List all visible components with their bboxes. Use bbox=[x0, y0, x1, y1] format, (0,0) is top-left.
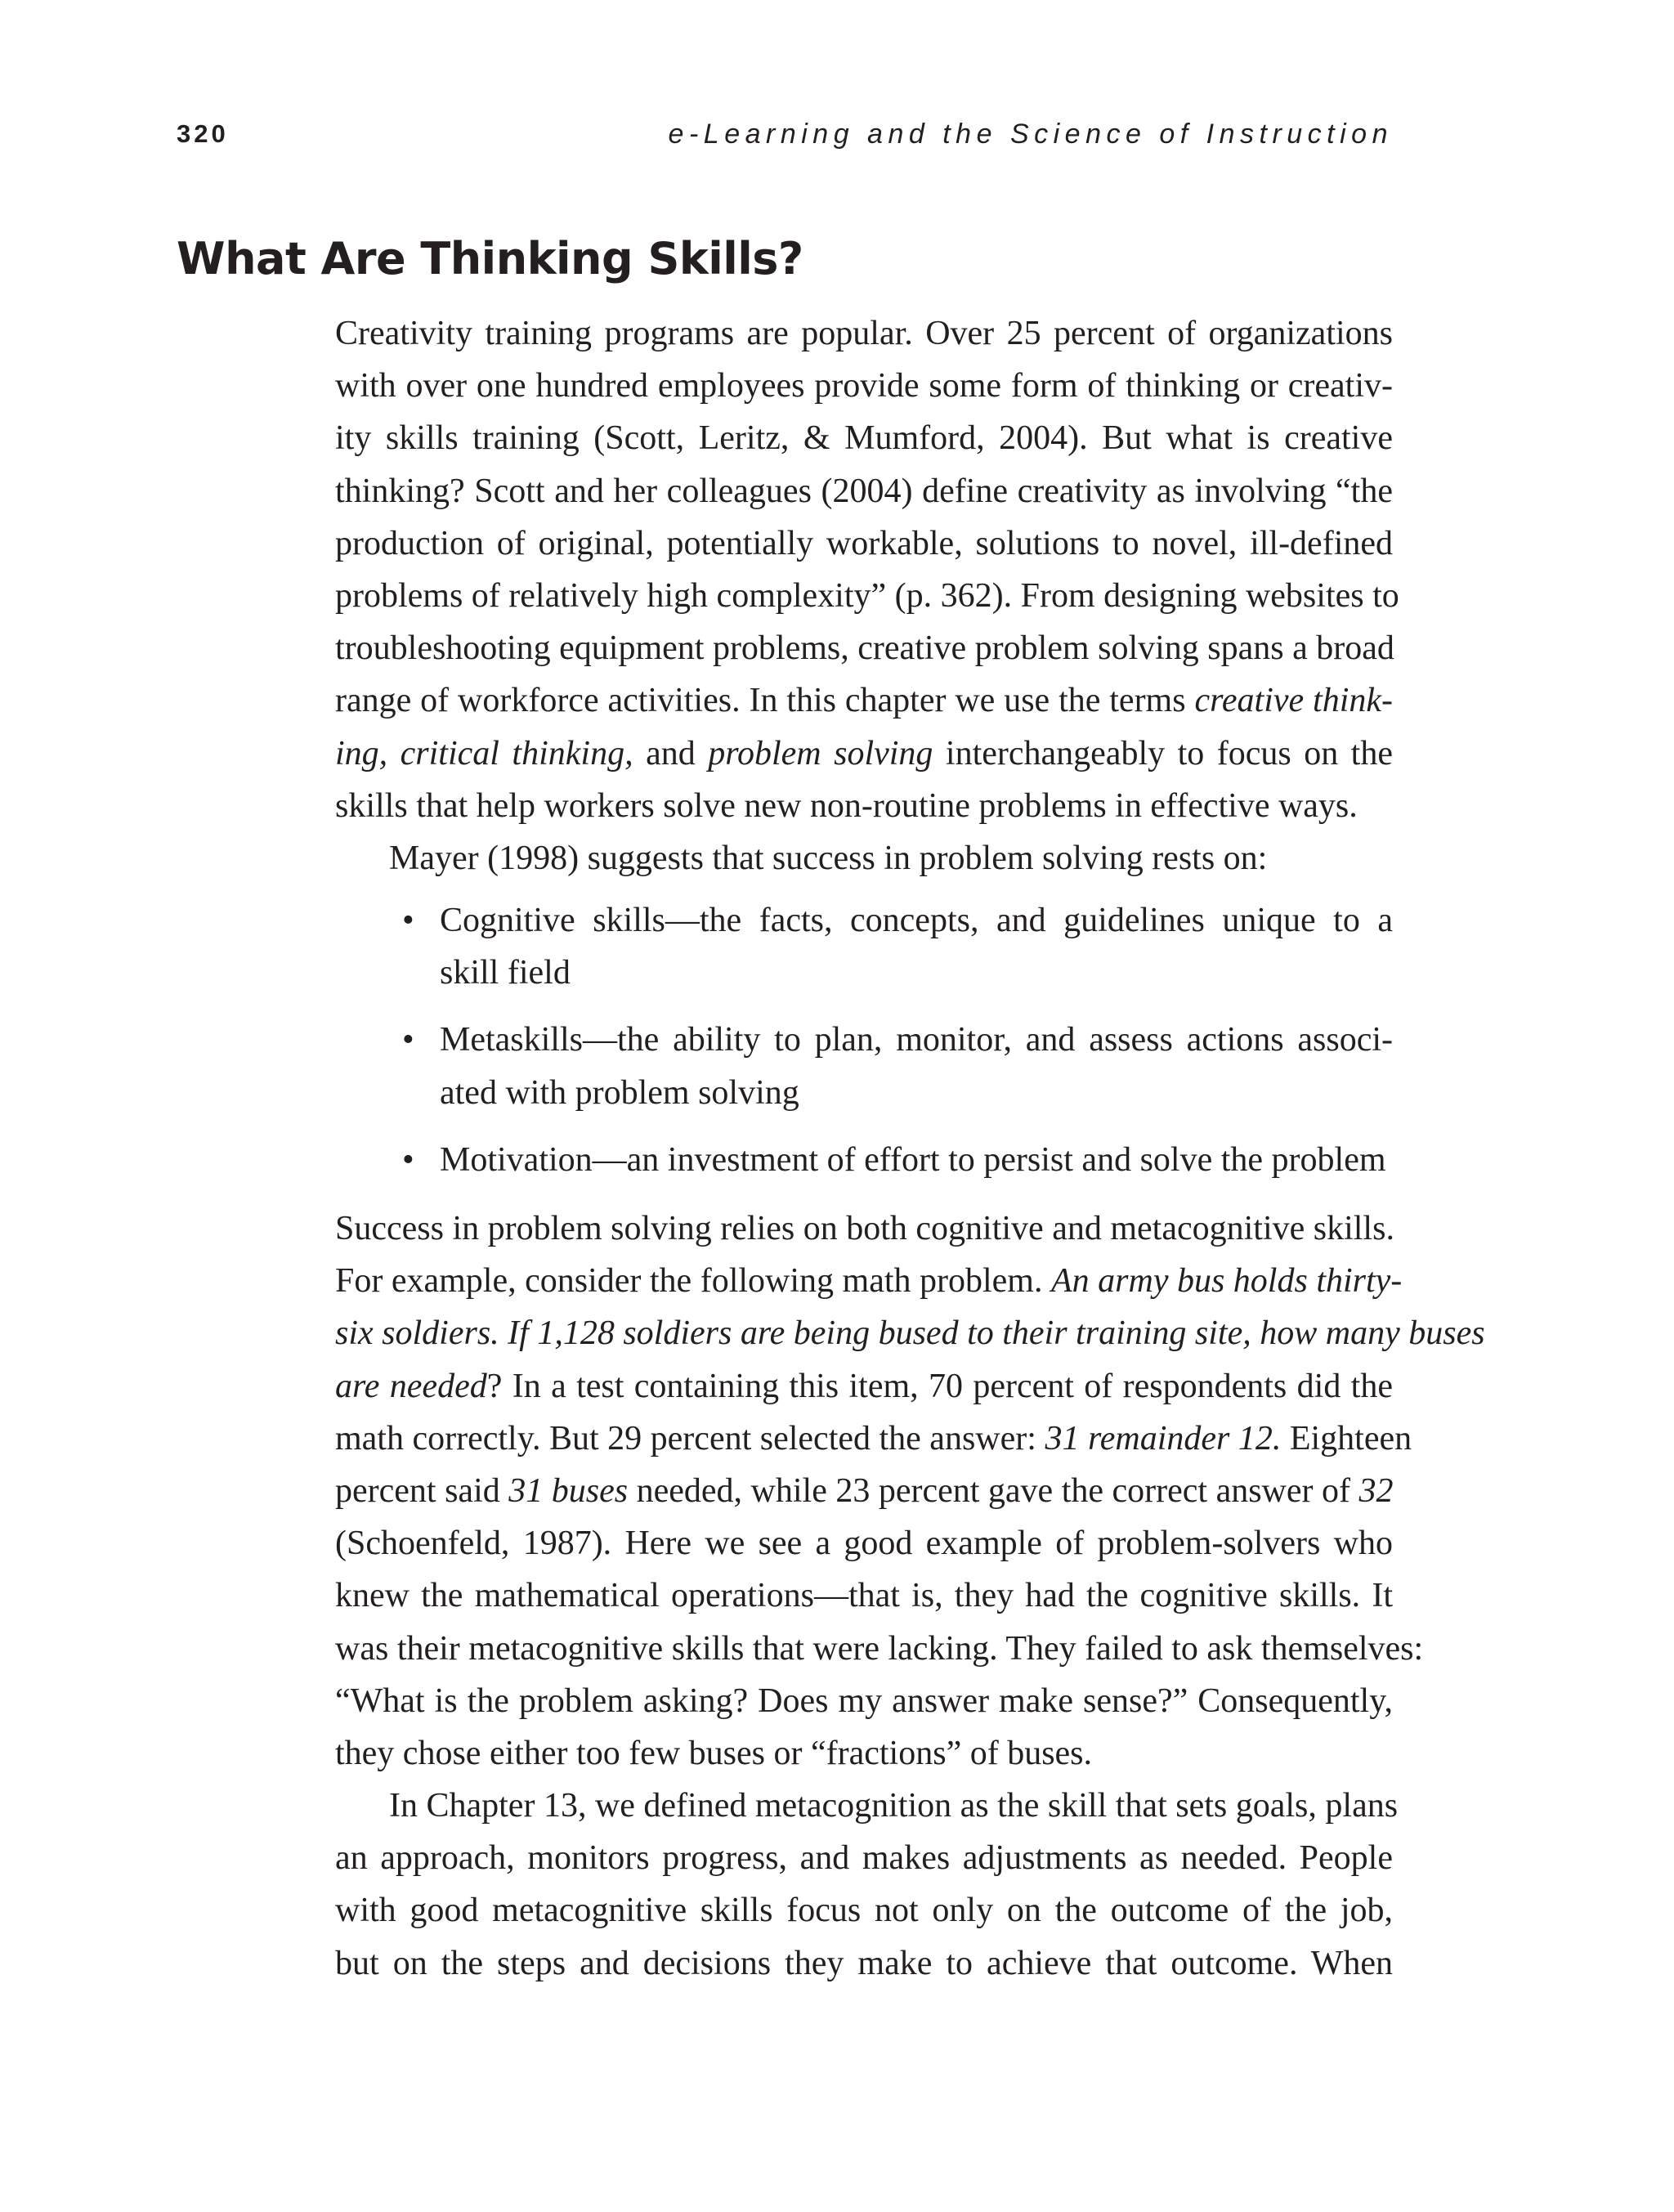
text-run: needed, while 23 percent gave the correct answer of bbox=[628, 1471, 1359, 1510]
text-line: ated with problem solving bbox=[440, 1073, 799, 1112]
text-line: with good metacognitive skills focus not only on the outcome of the job, bbox=[335, 1892, 1393, 1930]
text-run: ? In a test containing this item, 70 percent of respondents did the bbox=[486, 1367, 1393, 1405]
text-line: (Schoenfeld, 1987). Here we see a good example of problem-solvers who bbox=[335, 1525, 1393, 1563]
body-text bbox=[335, 307, 1485, 1990]
text-run: math correctly. But 29 percent selected the answer: bbox=[335, 1419, 1045, 1458]
paragraph-creativity-training bbox=[335, 307, 1399, 832]
italic-problem: are needed bbox=[335, 1367, 487, 1405]
text-line bbox=[335, 1413, 1412, 1465]
bullet-icon: • bbox=[402, 902, 414, 940]
text-line: thinking? Scott and her colleagues (2004) define creativity as involving “the bbox=[335, 472, 1393, 510]
text-line: was their metacognitive skills that were lacking. They failed to ask themselves: bbox=[335, 1629, 1424, 1668]
italic-term: ing, critical thinking, bbox=[335, 734, 633, 772]
text-line bbox=[335, 1360, 1393, 1413]
text-line: an approach, monitors progress, and makes adjustments as needed. People bbox=[335, 1839, 1393, 1878]
italic-problem: six soldiers. If 1,128 soldiers are being bused to their training site, how many buses bbox=[335, 1314, 1485, 1353]
list-item bbox=[335, 1134, 1393, 1186]
text-line: with over one hundred employees provide some form of thinking or creativ- bbox=[335, 367, 1393, 405]
text-run: interchangeably to focus on the bbox=[933, 734, 1393, 772]
text-line: they chose either too few buses or “fractions” of buses. bbox=[335, 1734, 1093, 1772]
text-line: Motivation—an investment of effort to persist and solve the problem bbox=[440, 1140, 1386, 1179]
italic-answer: 31 remainder 12. bbox=[1045, 1419, 1282, 1458]
text-line bbox=[335, 674, 1393, 727]
list-item bbox=[335, 1014, 1393, 1118]
text-line bbox=[335, 1465, 1393, 1517]
text-run: percent said bbox=[335, 1471, 509, 1510]
paragraph-metacognition bbox=[335, 1780, 1399, 1990]
italic-problem: An army bus holds thirty- bbox=[1050, 1262, 1403, 1301]
running-title: e-Learning and the Science of Instruction bbox=[668, 119, 1393, 150]
text-line: ity skills training (Scott, Leritz, & Mumford, 2004). But what is creative bbox=[335, 419, 1393, 458]
text-run: and bbox=[633, 734, 709, 772]
text-line bbox=[335, 728, 1393, 780]
text-line: Cognitive skills—the facts, concepts, and guidelines unique to a bbox=[440, 902, 1393, 940]
text-line: but on the steps and decisions they make to achieve that outcome. When bbox=[335, 1944, 1393, 1982]
italic-term: problem solving bbox=[708, 734, 933, 772]
italic-answer: 31 buses bbox=[508, 1471, 629, 1510]
paragraph-math-example bbox=[335, 1202, 1485, 1780]
list-item bbox=[335, 894, 1393, 999]
text-line: knew the mathematical operations—that is, they had the cognitive skills. It bbox=[335, 1577, 1393, 1615]
text-line bbox=[335, 1255, 1403, 1307]
text-line: troubleshooting equipment problems, creative problem solving spans a broad bbox=[335, 629, 1394, 668]
text-run: range of workforce activities. In this chapter we use the terms bbox=[335, 682, 1195, 720]
section-heading: What Are Thinking Skills? bbox=[177, 233, 803, 284]
italic-answer: 32 bbox=[1358, 1471, 1394, 1510]
text-line: In Chapter 13, we defined metacognition as the skill that sets goals, plans bbox=[389, 1787, 1399, 1825]
text-run: For example, consider the following math problem. bbox=[335, 1262, 1051, 1301]
text-line: Creativity training programs are popular. Over 25 percent of organizations bbox=[335, 315, 1393, 352]
text-line: skills that help workers solve new non-routine problems in effective ways. bbox=[335, 786, 1358, 825]
bullet-list bbox=[335, 894, 1393, 1186]
text-line: skill field bbox=[440, 954, 571, 992]
text-line: Metaskills—the ability to plan, monitor, and assess actions associ- bbox=[440, 1021, 1393, 1059]
bullet-icon: • bbox=[402, 1021, 414, 1059]
bullet-icon: • bbox=[402, 1140, 414, 1179]
text-line: production of original, potentially workable, solutions to novel, ill-defined bbox=[335, 524, 1393, 562]
text-line: Success in problem solving relies on both cognitive and metacognitive skills. bbox=[335, 1210, 1394, 1247]
paragraph-mayer-intro bbox=[335, 832, 1393, 884]
page-number: 320 bbox=[177, 119, 229, 148]
text-line: Mayer (1998) suggests that success in problem solving rests on: bbox=[389, 839, 1268, 877]
italic-term: creative think- bbox=[1194, 682, 1394, 720]
text-line bbox=[335, 1307, 1485, 1359]
text-line: “What is the problem asking? Does my answer make sense?” Consequently, bbox=[335, 1681, 1393, 1720]
text-line: problems of relatively high complexity” (p. 362). From designing websites to bbox=[335, 576, 1399, 615]
text-run: Eighteen bbox=[1281, 1419, 1412, 1458]
running-head bbox=[177, 116, 1393, 152]
